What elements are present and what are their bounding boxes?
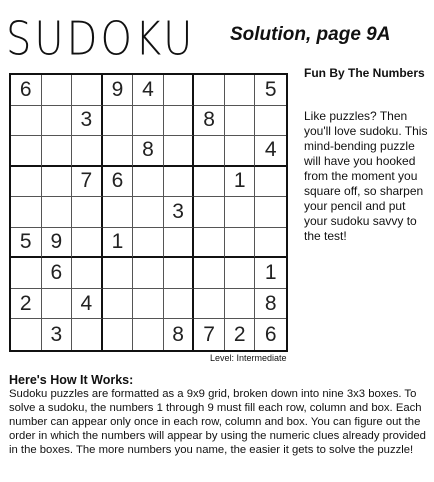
sudoku-cell[interactable] [164, 258, 195, 289]
sudoku-cell[interactable]: 8 [133, 136, 164, 167]
sudoku-cell[interactable]: 3 [42, 319, 73, 350]
sudoku-cell[interactable] [255, 197, 286, 228]
sidebar-heading: Fun By The Numbers [304, 66, 425, 80]
sudoku-cell[interactable] [133, 197, 164, 228]
sudoku-cell[interactable] [103, 258, 134, 289]
sudoku-cell[interactable] [164, 289, 195, 320]
sudoku-cell[interactable]: 5 [11, 228, 42, 259]
solution-reference: Solution, page 9A [230, 24, 391, 45]
sudoku-cell[interactable] [225, 197, 256, 228]
sudoku-cell[interactable] [194, 167, 225, 198]
sudoku-cell[interactable] [164, 75, 195, 106]
sudoku-cell[interactable] [133, 289, 164, 320]
sudoku-cell[interactable] [103, 106, 134, 137]
sudoku-cell[interactable] [11, 106, 42, 137]
sudoku-cell[interactable] [133, 228, 164, 259]
sudoku-cell[interactable] [103, 289, 134, 320]
sudoku-cell[interactable] [194, 289, 225, 320]
sudoku-cell[interactable]: 8 [194, 106, 225, 137]
sudoku-cell[interactable] [194, 228, 225, 259]
sudoku-cell[interactable] [103, 319, 134, 350]
sudoku-cell[interactable]: 9 [42, 228, 73, 259]
sudoku-cell[interactable] [72, 258, 103, 289]
sudoku-cell[interactable]: 1 [255, 258, 286, 289]
sidebar-body: Like puzzles? Then you'll love sudoku. This mind-bending puzzle will have you hooked from the moment you square off, so sharpen your pencil and put your sudoku savvy to the test! [304, 109, 428, 243]
sudoku-cell[interactable]: 8 [164, 319, 195, 350]
sudoku-cell[interactable] [194, 75, 225, 106]
sudoku-cell[interactable]: 8 [255, 289, 286, 320]
sudoku-cell[interactable] [194, 197, 225, 228]
sudoku-cell[interactable] [11, 258, 42, 289]
sudoku-cell[interactable] [225, 106, 256, 137]
sudoku-cell[interactable] [11, 197, 42, 228]
sudoku-cell[interactable]: 7 [194, 319, 225, 350]
sudoku-cell[interactable]: 4 [255, 136, 286, 167]
sudoku-cell[interactable] [42, 106, 73, 137]
sudoku-cell[interactable]: 1 [103, 228, 134, 259]
sudoku-cell[interactable] [11, 167, 42, 198]
sudoku-cell[interactable]: 5 [255, 75, 286, 106]
sudoku-cell[interactable] [133, 319, 164, 350]
sudoku-cell[interactable] [42, 75, 73, 106]
instructions-body: Sudoku puzzles are formatted as a 9x9 grid, broken down into nine 3x3 boxes. To solve a sudoku, the numbers 1 through 9 must fill each row, column and box. Each number can appear only once in each row, column and box. You can figure out the order in which the numbers will appear by using the numeric clues already provided in the boxes. The more numbers you name, the easier it gets to solve the puzzle! [9, 388, 426, 456]
sudoku-cell[interactable] [225, 289, 256, 320]
sudoku-cell[interactable] [72, 228, 103, 259]
sudoku-cell[interactable] [42, 167, 73, 198]
sudoku-cell[interactable]: 4 [72, 289, 103, 320]
sudoku-cell[interactable] [164, 106, 195, 137]
sudoku-cell[interactable] [194, 258, 225, 289]
sudoku-cell[interactable] [72, 197, 103, 228]
sudoku-cell[interactable] [42, 136, 73, 167]
sudoku-cell[interactable] [255, 167, 286, 198]
sudoku-cell[interactable] [11, 136, 42, 167]
sudoku-cell[interactable] [133, 167, 164, 198]
sudoku-cell[interactable] [164, 167, 195, 198]
sudoku-cell[interactable] [133, 106, 164, 137]
sudoku-cell[interactable] [255, 228, 286, 259]
sudoku-cell[interactable] [42, 289, 73, 320]
sudoku-cell[interactable]: 3 [72, 106, 103, 137]
sudoku-cell[interactable]: 6 [11, 75, 42, 106]
sudoku-cell[interactable]: 9 [103, 75, 134, 106]
sudoku-cell[interactable] [194, 136, 225, 167]
sudoku-logo: SUDOKU [6, 13, 196, 67]
sudoku-cell[interactable] [164, 136, 195, 167]
sudoku-cell[interactable] [103, 136, 134, 167]
sudoku-cell[interactable]: 6 [103, 167, 134, 198]
sudoku-cell[interactable] [72, 319, 103, 350]
sudoku-cell[interactable] [42, 197, 73, 228]
sudoku-cell[interactable] [133, 258, 164, 289]
sudoku-cell[interactable] [225, 258, 256, 289]
sudoku-cell[interactable] [225, 228, 256, 259]
sudoku-cell[interactable] [255, 106, 286, 137]
sudoku-cell[interactable]: 7 [72, 167, 103, 198]
sudoku-cell[interactable]: 6 [264, 322, 277, 346]
sudoku-cell[interactable] [225, 75, 256, 106]
difficulty-level: Level: Intermediate [210, 353, 287, 363]
sudoku-cell[interactable]: 2 [225, 319, 256, 350]
sudoku-cell[interactable] [72, 75, 103, 106]
sudoku-cell[interactable]: 2 [11, 289, 42, 320]
sudoku-cell[interactable]: 6 [42, 258, 73, 289]
sudoku-cell[interactable]: 4 [133, 75, 164, 106]
sudoku-cell[interactable] [225, 136, 256, 167]
sudoku-cell[interactable] [72, 136, 103, 167]
sudoku-cell[interactable] [11, 319, 42, 350]
sudoku-grid [9, 73, 288, 352]
sudoku-cell[interactable]: 3 [164, 197, 195, 228]
instructions-heading: Here's How It Works: [9, 373, 134, 387]
sudoku-cell[interactable]: 1 [225, 167, 256, 198]
sudoku-cell[interactable] [103, 197, 134, 228]
sudoku-cell[interactable] [164, 228, 195, 259]
